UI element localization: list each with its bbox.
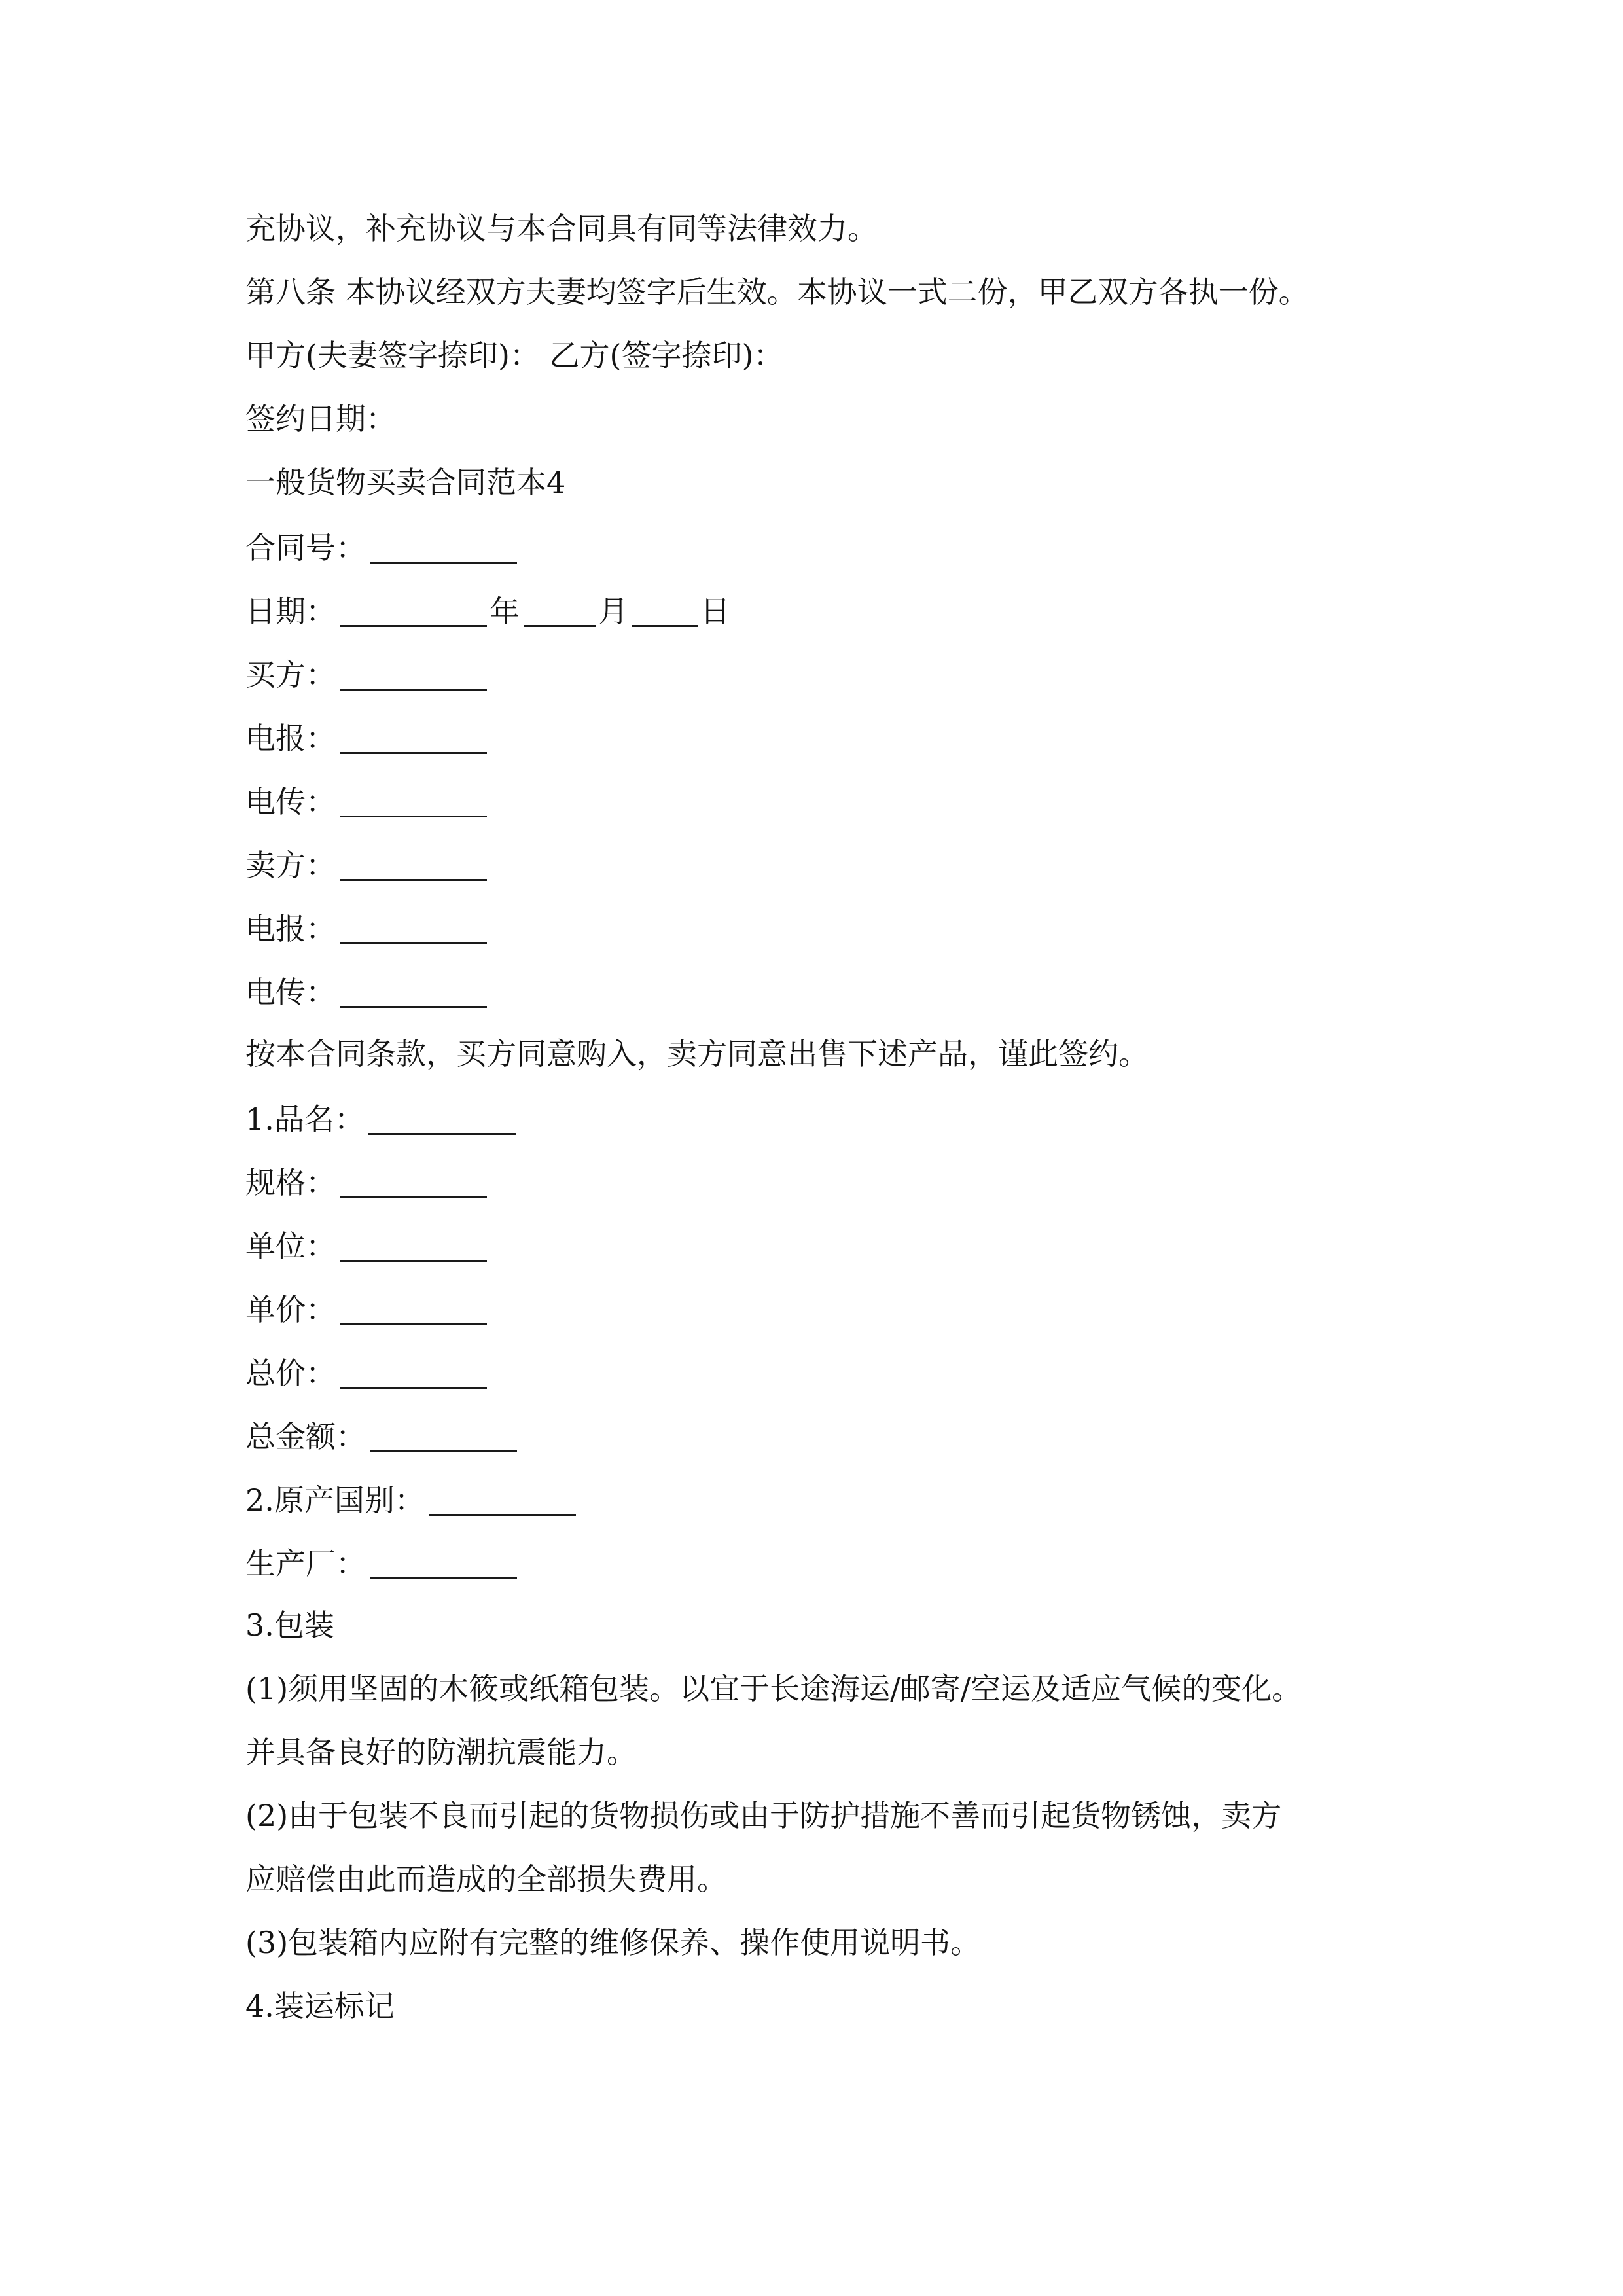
fill-blank xyxy=(340,1350,487,1389)
line-text: 签约日期： xyxy=(245,401,396,437)
packing-clause-2 xyxy=(245,1789,1281,1842)
line-text: 按本合同条款，买方同意购入，卖方同意出售下述产品，谨此签约。 xyxy=(245,1036,1149,1071)
field-label: 规格： xyxy=(245,1165,336,1200)
year-label: 年 xyxy=(490,594,520,629)
line-text: 应赔偿由此而造成的全部损失费用。 xyxy=(245,1861,727,1897)
seller-field xyxy=(245,837,490,889)
line-text: 4.装运标记 xyxy=(245,1988,395,2024)
field-label: 合同号： xyxy=(245,530,366,565)
line-text: 甲方(夫妻签字捺印)： 乙方(签字捺印)： xyxy=(245,338,784,373)
field-label: 单位： xyxy=(245,1229,336,1264)
unit-price-field xyxy=(245,1282,490,1334)
fill-blank xyxy=(370,1414,517,1452)
fill-blank xyxy=(340,1287,487,1325)
seller-telegram-field xyxy=(245,901,490,953)
packing-clause-1-cont xyxy=(245,1726,637,1778)
packing-clause-3 xyxy=(245,1916,980,1969)
field-label: 买方： xyxy=(245,657,336,692)
field-label: 电传： xyxy=(245,784,336,819)
field-label: 1.品名： xyxy=(245,1102,365,1137)
packing-heading xyxy=(245,1599,334,1651)
buyer-field xyxy=(245,647,490,699)
seller-telex-field xyxy=(245,964,490,1016)
packing-clause-1 xyxy=(245,1662,1302,1715)
line-text: 并具备良好的防潮抗震能力。 xyxy=(245,1734,637,1770)
line-text: (1)须用坚固的木筱或纸箱包装。以宜于长途海运/邮寄/空运及适应气候的变化。 xyxy=(245,1671,1302,1706)
contract-number-field xyxy=(245,520,520,572)
year-blank xyxy=(340,588,487,627)
unit-field xyxy=(245,1218,490,1270)
day-label: 日 xyxy=(700,594,730,629)
field-label: 生产厂： xyxy=(245,1546,366,1581)
line-text: 第八条 本协议经双方夫妻均签字后生效。本协议一式二份，甲乙双方各执一份。 xyxy=(245,274,1309,310)
field-label: 电报： xyxy=(245,911,336,946)
manufacturer-field xyxy=(245,1535,520,1588)
fill-blank xyxy=(429,1477,576,1516)
month-blank xyxy=(524,588,596,627)
field-label: 日期： xyxy=(245,594,336,629)
fill-blank xyxy=(368,1096,516,1135)
shipping-marks-heading xyxy=(245,1980,395,2032)
field-label: 总金额： xyxy=(245,1419,366,1454)
field-label: 电传： xyxy=(245,975,336,1010)
field-label: 卖方： xyxy=(245,848,336,883)
specification-field xyxy=(245,1155,490,1207)
line-text: (3)包装箱内应附有完整的维修保养、操作使用说明书。 xyxy=(245,1925,981,1960)
line-text: 3.包装 xyxy=(245,1607,334,1643)
fill-blank xyxy=(340,715,487,754)
line-text: 一般货物买卖合同范本4 xyxy=(245,465,566,500)
fill-blank xyxy=(340,652,487,691)
text-line xyxy=(245,202,878,255)
packing-clause-2-cont xyxy=(245,1853,727,1905)
field-label: 总价： xyxy=(245,1355,336,1391)
country-of-origin-field xyxy=(245,1472,579,1524)
line-text: (2)由于包装不良而引起的货物损伤或由于防护措施不善而引起货物锈蚀，卖方 xyxy=(245,1798,1282,1833)
fill-blank xyxy=(340,969,487,1008)
fill-blank xyxy=(340,906,487,944)
buyer-telegram-field xyxy=(245,710,490,762)
field-label: 2.原产国别： xyxy=(245,1482,425,1518)
product-name-field xyxy=(245,1091,518,1143)
fill-blank xyxy=(340,779,487,817)
total-amount-field xyxy=(245,1408,520,1461)
total-price-field xyxy=(245,1345,490,1397)
agreement-statement xyxy=(245,1028,1149,1080)
date-field xyxy=(245,583,730,636)
field-label: 电报： xyxy=(245,721,336,756)
signing-date-line xyxy=(245,393,396,445)
fill-blank xyxy=(340,842,487,881)
day-blank xyxy=(632,588,698,627)
month-label: 月 xyxy=(598,594,628,629)
buyer-telex-field xyxy=(245,774,490,826)
signature-line xyxy=(245,329,783,382)
fill-blank xyxy=(370,525,517,564)
field-label: 单价： xyxy=(245,1292,336,1327)
section-title xyxy=(245,456,565,509)
article-8-line xyxy=(245,266,1309,318)
line-text: 充协议，补充协议与本合同具有同等法律效力。 xyxy=(245,211,878,246)
fill-blank xyxy=(340,1223,487,1262)
fill-blank xyxy=(370,1541,517,1579)
fill-blank xyxy=(340,1160,487,1198)
